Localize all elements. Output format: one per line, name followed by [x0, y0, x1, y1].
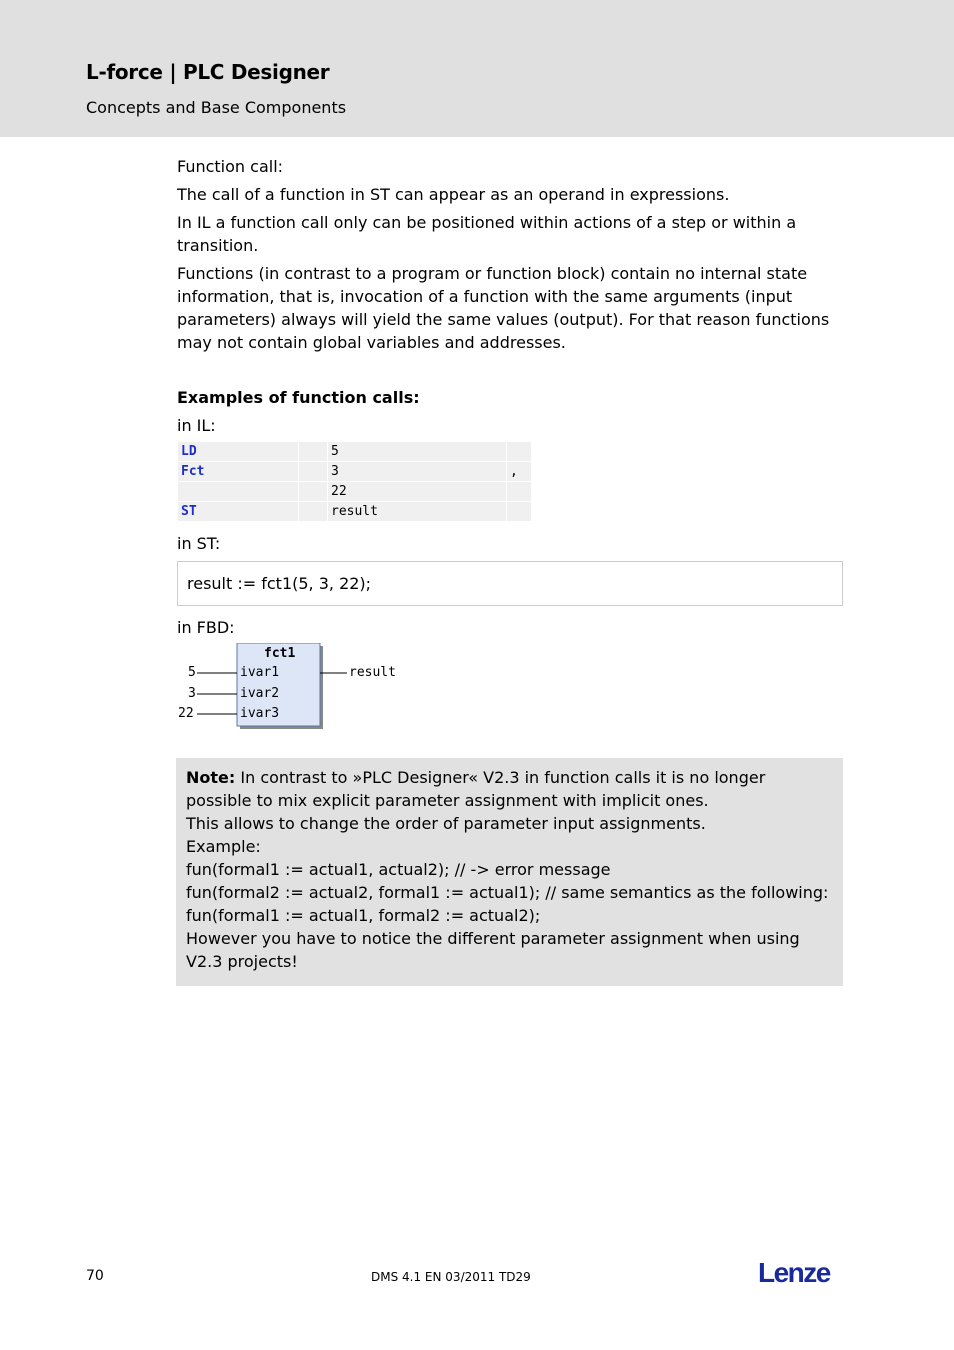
fbd-block-name: fct1 — [264, 646, 296, 661]
page-header — [0, 0, 954, 137]
il-spacer — [299, 502, 328, 522]
il-operator: LD — [178, 442, 299, 462]
fbd-input-name: ivar2 — [240, 686, 280, 701]
fbd-input-name: ivar3 — [240, 706, 280, 721]
paragraph: The call of a function in ST can appear as an operand in expressions. — [177, 185, 730, 204]
il-spacer — [299, 462, 328, 482]
il-code-table — [177, 441, 532, 522]
il-extra — [507, 502, 532, 522]
st-code: result := fct1(5, 3, 22); — [187, 574, 372, 593]
lenze-logo: Lenze — [758, 1257, 830, 1288]
note-line: This allows to change the order of parameter input assignments. — [186, 814, 706, 833]
note-box — [176, 758, 843, 986]
table-row — [178, 442, 532, 462]
il-extra: , — [507, 462, 532, 482]
fbd-diagram — [177, 643, 437, 733]
il-operand: 3 — [328, 462, 507, 482]
paragraph: Functions (in contrast to a program or function block) contain no internal state information, that is, invocation of a function with the same arguments (input parameters) always will yield the same values (output). For that reason functions may not contain global variables and addresses. — [177, 264, 830, 352]
il-extra — [507, 442, 532, 462]
fbd-input-value: 22 — [178, 706, 194, 721]
il-operand: 5 — [328, 442, 507, 462]
il-operator — [178, 482, 299, 502]
note-text: In contrast to »PLC Designer« V2.3 in function calls it is no longer possible to mix explicit parameter assignment with implicit ones. — [186, 768, 766, 810]
note-line — [186, 766, 833, 812]
il-label: in IL: — [177, 416, 216, 435]
note-label: Note: — [186, 768, 236, 787]
fbd-graphic — [177, 643, 437, 733]
table-row — [178, 482, 532, 502]
fbd-input-value: 5 — [188, 665, 196, 680]
il-operator: ST — [178, 502, 299, 522]
document-title: L-force | PLC Designer — [86, 60, 330, 84]
il-operand: 22 — [328, 482, 507, 502]
note-line: fun(formal1 := actual1, formal2 := actual2); — [186, 906, 541, 925]
section-heading: Examples of function calls: — [177, 388, 420, 407]
st-label: in ST: — [177, 534, 221, 553]
main-content — [177, 155, 843, 733]
il-extra — [507, 482, 532, 502]
st-code-box — [177, 561, 843, 606]
paragraph: Function call: — [177, 157, 284, 176]
fbd-input-value: 3 — [188, 686, 196, 701]
fbd-output-name: result — [349, 665, 396, 680]
il-operator: Fct — [178, 462, 299, 482]
table-row — [178, 462, 532, 482]
paragraph: In IL a function call only can be positioned within actions of a step or within a transition. — [177, 213, 797, 255]
note-line: fun(formal2 := actual2, formal1 := actual1); // same semantics as the following: — [186, 883, 829, 902]
fbd-input-name: ivar1 — [240, 665, 280, 680]
note-line: Example: — [186, 837, 261, 856]
document-subtitle: Concepts and Base Components — [86, 98, 347, 117]
il-spacer — [299, 442, 328, 462]
fbd-label: in FBD: — [177, 618, 235, 637]
note-line: However you have to notice the different parameter assignment when using V2.3 projects! — [186, 929, 800, 971]
document-id: DMS 4.1 EN 03/2011 TD29 — [371, 1270, 531, 1284]
il-spacer — [299, 482, 328, 502]
note-line: fun(formal1 := actual1, actual2); // -> error message — [186, 860, 611, 879]
table-row — [178, 502, 532, 522]
il-operand: result — [328, 502, 507, 522]
page-number: 70 — [86, 1268, 104, 1284]
